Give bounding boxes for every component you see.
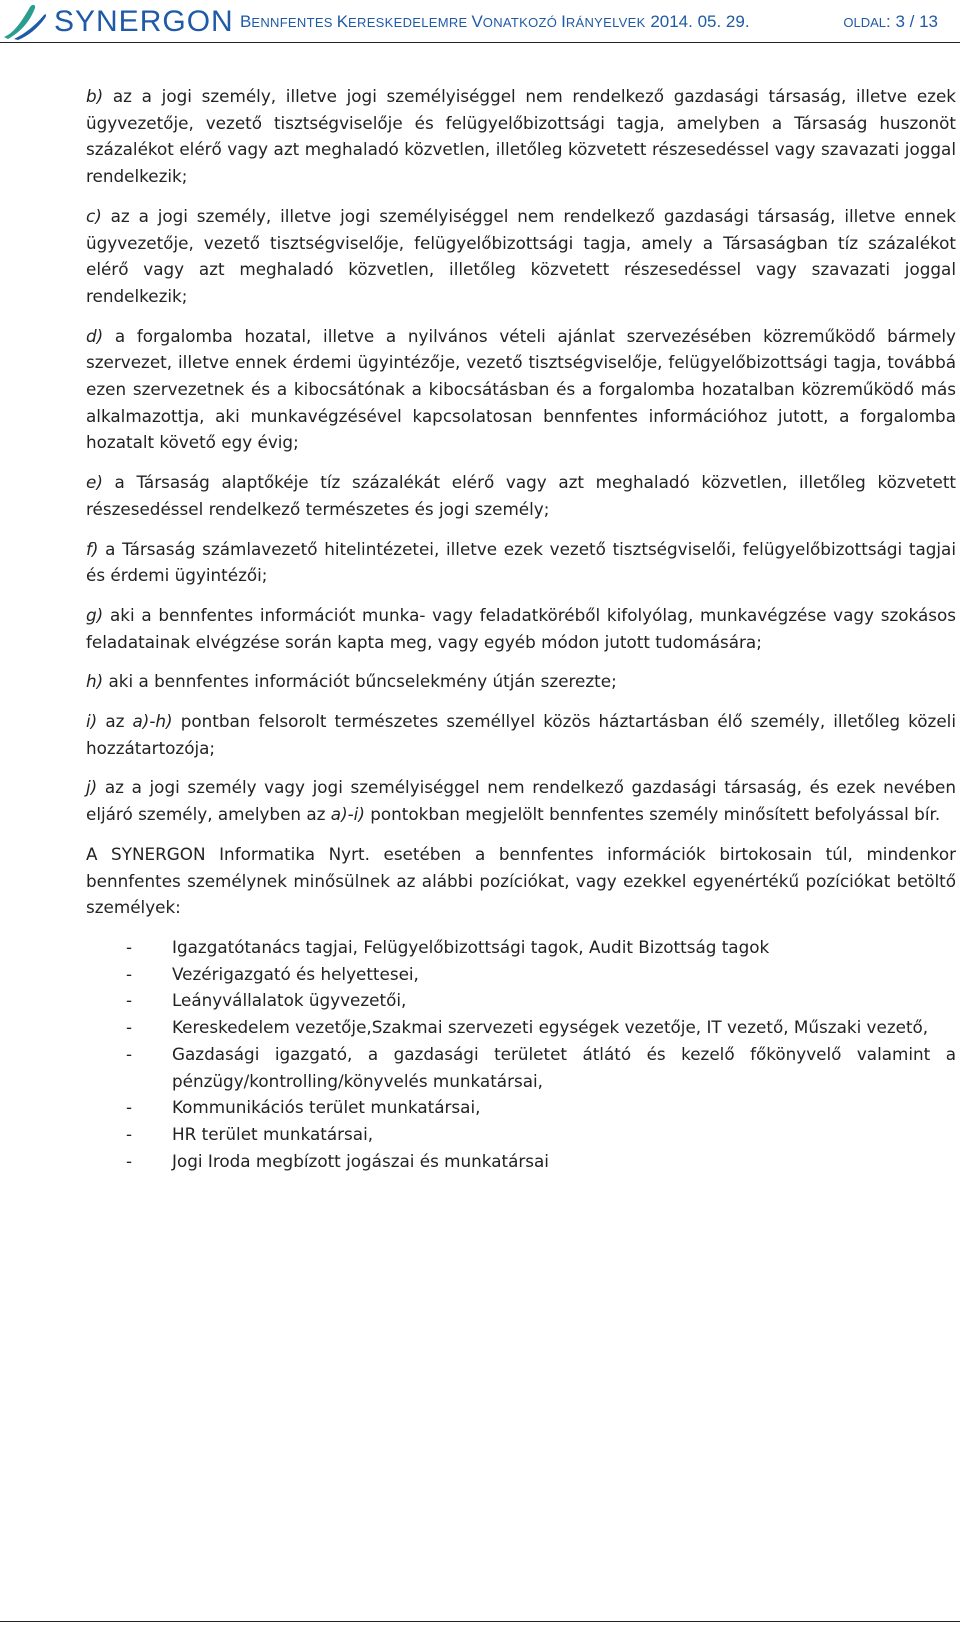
document-body (86, 83, 956, 1174)
list-item (86, 1041, 956, 1094)
document-title (240, 10, 750, 35)
paragraph-reference: a)-i) (330, 804, 365, 825)
paragraph-f (86, 536, 956, 589)
title-segment: 2014. 05. 29. (645, 12, 750, 31)
list-item (86, 1121, 956, 1148)
list-item-text: Leányvállalatok ügyvezetői, (172, 990, 407, 1011)
list-bullet: - (126, 1017, 133, 1038)
list-item-text: HR terület munkatársai, (172, 1123, 374, 1144)
list-bullet: - (126, 990, 133, 1011)
synergon-swoosh-icon (0, 3, 48, 41)
paragraph-text: aki a bennfentes információt munka- vagy feladatköréből kifolyólag, munkavégzése vagy szokásos feladatainak elvégzése során kapta meg, vagy egyéb módon jutott tudomására; (86, 604, 956, 652)
list-bullet: - (126, 1123, 133, 1144)
list-bullet: - (126, 963, 133, 984)
title-segment: B (240, 12, 252, 31)
paragraph-reference: a)-h) (132, 711, 173, 732)
list-item (86, 1148, 956, 1175)
positions-list (86, 934, 956, 1174)
paragraph-marker: f) (86, 538, 99, 559)
list-item (86, 1014, 956, 1041)
paragraph-b (86, 83, 956, 190)
title-segment: RÁNYELVEK (565, 15, 646, 30)
list-item (86, 987, 956, 1014)
paragraph-marker: g) (86, 604, 104, 625)
paragraph-marker: j) (86, 777, 98, 798)
paragraph-i (86, 708, 956, 761)
title-segment: ERESKEDELEMRE (348, 15, 472, 30)
logo-wordmark: SYNERGON (54, 5, 234, 38)
positions-intro: A SYNERGON Informatika Nyrt. esetében a bennfentes információk birtokosain túl, mindenkor bennfentes személynek minősülnek az alábbi pozíciókat, vagy ezekkel egyenértékű pozíciókat betöltő személyek: (86, 843, 956, 918)
title-segment: ONATKOZÓ (482, 15, 562, 30)
footer-divider (0, 1621, 960, 1622)
paragraph-marker: e) (86, 472, 103, 493)
title-segment: V (471, 12, 483, 31)
paragraph-text: az a jogi személy vagy jogi személyiséggel nem rendelkező gazdasági társaság, és ezek nevében eljáró személy, amelyben az (86, 777, 956, 825)
paragraph-j (86, 774, 956, 827)
paragraph-marker: b) (86, 86, 104, 106)
paragraph-text: aki a bennfentes információt bűncselekmény útján szerezte; (103, 671, 617, 692)
paragraph-h (86, 668, 956, 695)
list-bullet: - (126, 1150, 133, 1171)
list-bullet: - (126, 1097, 133, 1118)
list-item-text: Kommunikációs terület munkatársai, (172, 1097, 481, 1118)
title-segment: I (561, 12, 566, 31)
paragraph-text: a Társaság számlavezető hitelintézetei, illetve ezek vezető tisztségviselői, felügyelőbizottsági tagjai és érdemi ügyintézői; (86, 538, 956, 586)
paragraph-text: pontban felsorolt természetes személlyel közös háztartásban élő személy, illetőleg közeli hozzátartozója; (86, 711, 956, 758)
page-header (0, 0, 960, 43)
paragraph-text: pontokban megjelölt bennfentes személy minősített befolyással bír. (364, 804, 941, 825)
list-item (86, 961, 956, 988)
paragraph-marker: i) (86, 711, 98, 732)
paragraph-marker: h) (86, 671, 104, 692)
paragraph-text: a forgalomba hozatal, illetve a nyilvános vételi ajánlat szervezésében közreműködő bármely szervezet, illetve ennek érdemi ügyintézője, vezető tisztségviselője, felügyelőbizottsági tagja, továbbá ezen szervezetnek és a kibocsátónak a kibocsátásban és a forgalomba hozatalban közreműködő más alkalmazottja, aki munkavégzésével kapcsolatosan bennfentes információhoz jutott, a forgalomba hozatalt követő egy évig; (86, 325, 956, 453)
paragraph-text: a Társaság alaptőkéje tíz százalékát elérő vagy azt meghaladó közvetlen, illetőleg közvetett részesedéssel rendelkező természetes és jogi személy; (86, 472, 956, 519)
list-item (86, 934, 956, 961)
title-segment: ENNFENTES (251, 15, 337, 30)
company-logo (0, 2, 234, 42)
paragraph-text: az (97, 711, 133, 732)
paragraph-text: az a jogi személy, illetve jogi személyiséggel nem rendelkező gazdasági társaság, illetve ennek ügyvezetője, vezető tisztségviselője, felügyelőbizottsági tagja, amely a Társaságban tíz százalékot elérő vagy azt meghaladó közvetlen, illetőleg közvetett részesedéssel vagy szavazati joggal rendelkezik; (86, 205, 956, 306)
list-item (86, 1094, 956, 1121)
list-item-text: Vezérigazgató és helyettesei, (172, 963, 419, 984)
page-label: OLDAL (843, 15, 887, 30)
list-bullet: - (126, 936, 133, 957)
page-number: : 3 / 13 (886, 12, 938, 31)
list-bullet: - (126, 1043, 133, 1064)
list-item-text: Igazgatótanács tagjai, Felügyelőbizottsági tagok, Audit Bizottság tagok (172, 936, 770, 957)
paragraph-marker: c) (86, 205, 102, 226)
paragraph-d (86, 323, 956, 457)
paragraph-e (86, 469, 956, 522)
list-item-text: Gazdasági igazgató, a gazdasági területet átlátó és kezelő főkönyvelő valamint a pénzügy/kontrolling/könyvelés munkatársai, (172, 1043, 956, 1091)
list-item-text: Jogi Iroda megbízott jogászai és munkatársai (172, 1150, 549, 1171)
list-item-text: Kereskedelem vezetője,Szakmai szervezeti egységek vezetője, IT vezető, Műszaki vezető, (172, 1017, 929, 1038)
paragraph-marker: d) (86, 325, 104, 346)
title-segment: K (336, 12, 349, 31)
paragraph-text: az a jogi személy, illetve jogi személyiséggel nem rendelkező gazdasági társaság, illetve ezek ügyvezetője, vezető tisztségviselője és felügyelőbizottsági tagja, amelyben a Társaság huszonöt százalékot elérő vagy azt meghaladó közvetlen, illetőleg közvetett részesedéssel vagy szavazati joggal rendelkezik; (86, 86, 956, 187)
paragraph-c (86, 203, 956, 310)
page-indicator (843, 10, 938, 35)
paragraph-g (86, 602, 956, 655)
